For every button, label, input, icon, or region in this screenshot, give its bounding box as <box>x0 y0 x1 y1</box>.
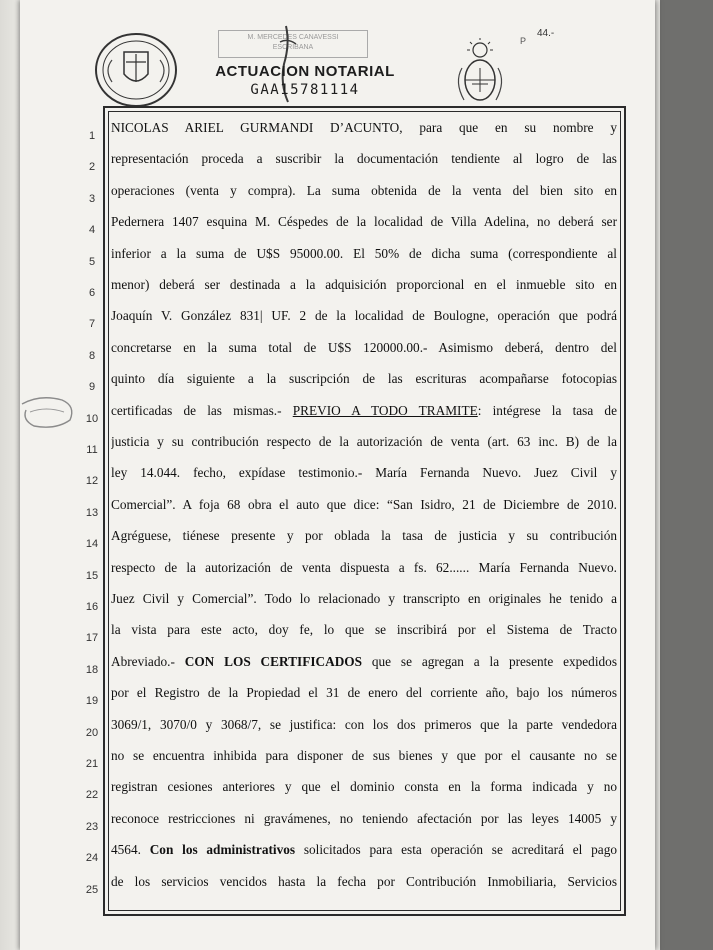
text-line <box>111 497 617 513</box>
line-number: 3 <box>88 192 96 205</box>
national-coat-of-arms <box>450 38 510 110</box>
line-number: 13 <box>85 506 99 519</box>
document-serial-code: GAA15781114 <box>250 82 360 98</box>
line-number: 6 <box>88 287 96 299</box>
margin-stamp-scribble <box>20 386 80 436</box>
text-line <box>111 340 617 356</box>
text-segment: respecto de la autorización de venta dispuesta a fs. 62...... María Fernanda Nuevo. <box>111 559 617 575</box>
text-segment: Comercial”. A foja 68 obra el auto que dice: “San Isidro, 21 de Diciembre de 2010. <box>111 496 617 512</box>
text-line <box>111 528 617 544</box>
text-segment: Juez Civil y Comercial”. Todo lo relacionado y transcripto en originales he tenido a <box>111 591 617 606</box>
text-segment: no se encuentra inhibida para disponer de sus bienes y que por el causante no se <box>111 748 617 763</box>
text-line <box>111 214 617 230</box>
text-segment: representación proceda a suscribir la documentación tendiente al logro de las <box>111 151 617 167</box>
text-segment: Joaquín V. González 831| UF. 2 de la localidad de Boulogne, operación que podrá <box>111 308 617 324</box>
text-segment: Agréguese, tiénese presente y por oblada la tasa de justicia y su contribución <box>111 528 617 544</box>
page-letter: P <box>520 36 527 46</box>
text-segment: reconoce restricciones ni gravámenes, no teniendo afectación por las leyes 14005 y <box>111 810 617 826</box>
text-line <box>111 685 617 701</box>
line-number: 2 <box>88 161 96 174</box>
line-number: 23 <box>85 820 99 833</box>
text-line <box>111 246 617 262</box>
text-segment: menor) deberá ser destinada a la adquisición proporcional en el inmueble sito en <box>111 277 617 292</box>
text-line <box>111 842 617 858</box>
text-line <box>111 560 617 576</box>
text-segment: 3069/1, 3070/0 y 3068/7, se justifica: con los dos primeros que la parte vendedora <box>111 716 617 732</box>
line-number: 5 <box>88 255 96 268</box>
text-line <box>111 120 617 136</box>
text-segment: inferior a la suma de U$S 95000.00. El 50% de dicha suma (correspondiente al <box>111 245 617 261</box>
text-line <box>111 434 617 450</box>
line-number: 17 <box>85 632 99 645</box>
line-number: 16 <box>85 601 99 613</box>
text-segment: Abreviado.- <box>111 653 185 669</box>
stamp-line-1: M. MERCEDES CANAVESSI <box>247 34 339 41</box>
text-segment: operaciones (venta y compra). La suma obtenida de la venta del bien sito en <box>111 182 617 198</box>
document-page <box>20 0 655 950</box>
line-number: 1 <box>88 130 96 142</box>
text-segment: 4564. <box>111 842 150 858</box>
line-number: 21 <box>85 758 99 770</box>
page-number: 44.- <box>537 28 555 39</box>
text-line <box>111 748 617 764</box>
text-segment: NICOLAS ARIEL GURMANDI D’ACUNTO, para que en su nombre y <box>111 120 617 135</box>
text-segment: por el Registro de la Propiedad el 31 de enero del corriente año, bajo los números <box>111 685 617 701</box>
line-number: 11 <box>86 444 98 456</box>
text-segment: : intégrese la tasa de <box>477 402 617 418</box>
text-segment: de los servicios vencidos hasta la fecha por Contribución Inmobiliaria, Servicios <box>111 873 617 889</box>
line-number: 4 <box>88 224 96 237</box>
text-line <box>111 622 617 638</box>
text-segment: certificadas de las mismas.- <box>111 402 293 418</box>
document-title: ACTUACION NOTARIAL <box>215 63 395 80</box>
line-number: 22 <box>85 789 99 802</box>
line-number: 10 <box>85 412 99 425</box>
text-segment: ley 14.044. fecho, expídase testimonio.- María Fernanda Nuevo. Juez Civil y <box>111 465 617 481</box>
text-segment: justicia y su contribución respecto de la autorización de venta (art. 63 inc. B) de la <box>111 434 617 449</box>
line-number: 20 <box>85 726 99 739</box>
text-line <box>111 465 617 481</box>
text-segment: quinto día siguiente a la suscripción de las escrituras acompañarse fotocopias <box>111 371 617 387</box>
bold-heading: Con los administrativos <box>149 842 296 858</box>
text-line <box>111 277 617 293</box>
line-number: 18 <box>85 663 99 676</box>
text-line <box>111 183 617 199</box>
text-segment: solicitados para esta operación se acreditará el pago <box>295 842 617 858</box>
text-line <box>111 403 617 419</box>
text-segment: Pedernera 1407 esquina M. Céspedes de la localidad de Villa Adelina, no deberá ser <box>111 214 617 230</box>
text-line <box>111 779 617 795</box>
line-number: 7 <box>88 318 96 331</box>
text-line <box>111 874 617 890</box>
bold-heading: CON LOS CERTIFICADOS <box>184 653 363 669</box>
text-segment: la vista para este acto, doy fe, lo que se inscribirá por el Sistema de Tracto <box>111 622 617 638</box>
text-line <box>111 151 617 167</box>
text-line <box>111 717 617 733</box>
line-number: 19 <box>85 695 99 708</box>
line-number: 24 <box>85 852 99 865</box>
line-number: 8 <box>88 349 96 362</box>
line-number: 14 <box>85 538 99 551</box>
text-segment: que se agregan a la presente expedidos <box>362 653 617 669</box>
text-line <box>111 654 617 670</box>
line-number: 9 <box>88 381 96 394</box>
text-line <box>111 371 617 387</box>
text-segment: concretarse en la suma total de U$S 120000.00.- Asimismo deberá, dentro del <box>111 339 617 355</box>
stamp-line-2: ESCRIBANA <box>272 44 314 51</box>
line-number: 12 <box>85 475 99 488</box>
line-number: 15 <box>85 569 99 582</box>
text-line <box>111 308 617 324</box>
text-line <box>111 591 617 607</box>
text-line <box>111 811 617 827</box>
notary-college-seal <box>90 30 182 110</box>
text-segment: registran cesiones anteriores y que el dominio consta en la forma indicada y no <box>111 779 617 795</box>
line-number: 25 <box>85 883 99 896</box>
underlined-heading: PREVIO A TODO TRAMITE <box>292 402 478 418</box>
